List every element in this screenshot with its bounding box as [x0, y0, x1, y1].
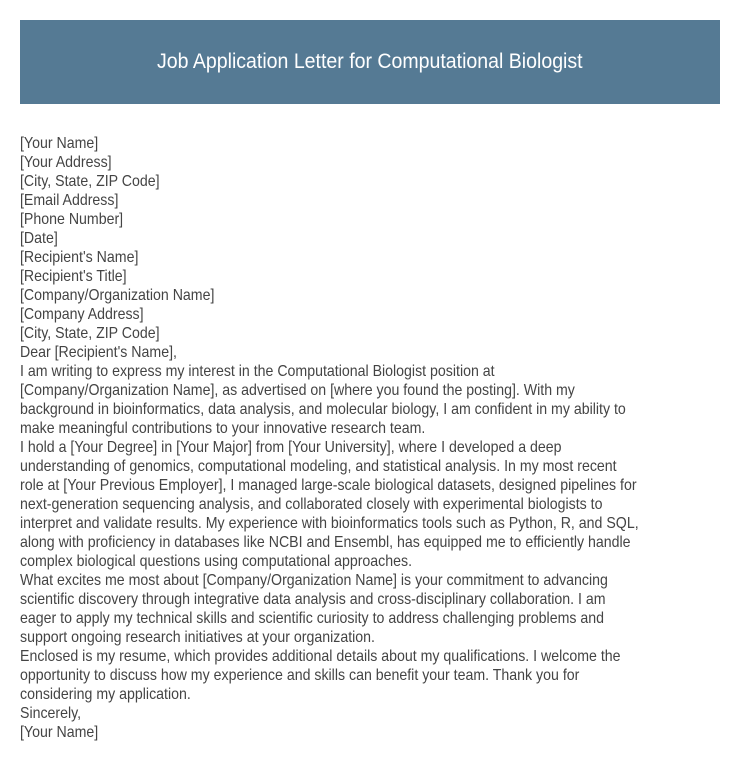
- title-banner: [20, 20, 720, 104]
- recipient-title: [Recipient's Title]: [20, 268, 127, 285]
- paragraph-closing: [20, 647, 740, 704]
- paragraph-experience: [20, 438, 740, 571]
- signature: [Your Name]: [20, 724, 99, 741]
- paragraph-line: scientific discovery through integrative data analysis and cross-disciplinary collaboration. I am: [20, 591, 606, 608]
- recipient-city-state-zip: [City, State, ZIP Code]: [20, 325, 160, 342]
- paragraph-interest: [20, 362, 740, 438]
- paragraph-line: make meaningful contributions to your innovative research team.: [20, 420, 426, 437]
- paragraph-line: [Company/Organization Name], as advertised on [where you found the posting]. With my: [20, 382, 575, 399]
- closing: Sincerely,: [20, 705, 82, 722]
- paragraph-line: understanding of genomics, computational modeling, and statistical analysis. In my most recent: [20, 458, 617, 475]
- sender-name: [Your Name]: [20, 135, 99, 152]
- letter-date: [Date]: [20, 230, 58, 247]
- recipient-name: [Recipient's Name]: [20, 249, 139, 266]
- paragraph-line: next-generation sequencing analysis, and collaborated closely with experimental biologists to: [20, 496, 603, 513]
- sender-block: [20, 134, 740, 248]
- recipient-address: [Company Address]: [20, 306, 144, 323]
- paragraph-line: support ongoing research initiatives at your organization.: [20, 629, 375, 646]
- paragraph-line: along with proficiency in databases like NCBI and Ensembl, has equipped me to efficiently handle: [20, 534, 631, 551]
- paragraph-line: I am writing to express my interest in the Computational Biologist position at: [20, 363, 495, 380]
- sender-email: [Email Address]: [20, 192, 119, 209]
- paragraph-line: background in bioinformatics, data analysis, and molecular biology, I am confident in my ability to: [20, 401, 626, 418]
- recipient-company: [Company/Organization Name]: [20, 287, 215, 304]
- paragraph-line: I hold a [Your Degree] in [Your Major] from [Your University], where I developed a deep: [20, 439, 562, 456]
- paragraph-line: What excites me most about [Company/Organization Name] is your commitment to advancing: [20, 572, 608, 589]
- paragraph-line: considering my application.: [20, 686, 191, 703]
- salutation: Dear [Recipient's Name],: [20, 344, 177, 361]
- paragraph-line: interpret and validate results. My experience with bioinformatics tools such as Python, R, and SQL,: [20, 515, 639, 532]
- paragraph-motivation: [20, 571, 740, 647]
- paragraph-line: role at [Your Previous Employer], I managed large-scale biological datasets, designed pipelines for: [20, 477, 637, 494]
- letter-body: [20, 134, 740, 742]
- paragraph-line: complex biological questions using computational approaches.: [20, 553, 412, 570]
- sender-city-state-zip: [City, State, ZIP Code]: [20, 173, 160, 190]
- recipient-block: [20, 248, 740, 343]
- paragraph-line: Enclosed is my resume, which provides additional details about my qualifications. I welcome the: [20, 648, 621, 665]
- page-title: Job Application Letter for Computational Biologist: [157, 50, 583, 73]
- sender-address: [Your Address]: [20, 154, 112, 171]
- sender-phone: [Phone Number]: [20, 211, 124, 228]
- paragraph-line: eager to apply my technical skills and scientific curiosity to address challenging problems and: [20, 610, 605, 627]
- paragraph-line: opportunity to discuss how my experience and skills can benefit your team. Thank you for: [20, 667, 580, 684]
